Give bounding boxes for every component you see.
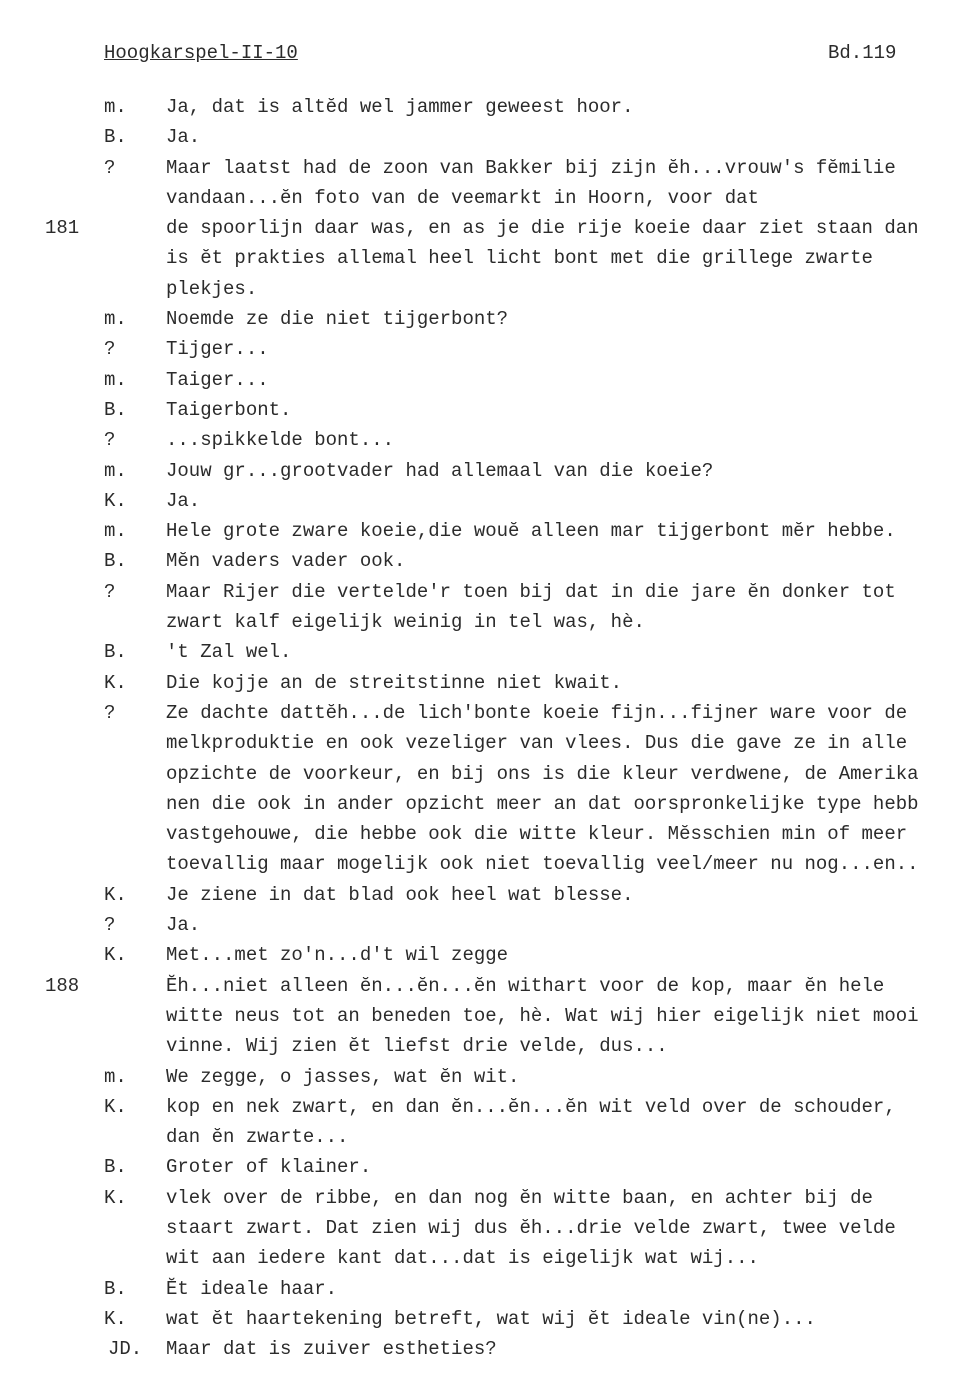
transcript-body: [0, 92, 979, 1364]
transcript-turn: [0, 334, 979, 364]
utterance-text: Groter of klainer.: [166, 1156, 372, 1179]
utterance-text: Ze dachte dattĕh...de lich'bonte koeie fijn...fijner ware voor de: [166, 701, 908, 724]
transcript-turn: [0, 577, 979, 638]
utterance-text: vastgehouwe, die hebbe ook die witte kleur. Mĕsschien min of meer: [166, 823, 908, 846]
transcript-line: [0, 728, 979, 758]
transcript-turn: [0, 92, 979, 122]
transcript-turn: [0, 1274, 979, 1304]
transcript-line: [0, 1304, 979, 1334]
transcript-line: [0, 607, 979, 637]
speaker-label: m.: [104, 1065, 127, 1088]
utterance-text: Ja.: [166, 914, 201, 937]
speaker-label: B.: [104, 1156, 127, 1179]
transcript-line: [0, 1001, 979, 1031]
utterance-text: Ja.: [166, 126, 201, 149]
speaker-label: B.: [104, 641, 127, 664]
transcript-line: [0, 1152, 979, 1182]
transcript-turn: [0, 1183, 979, 1274]
speaker-label: K.: [104, 671, 127, 694]
speaker-label: B.: [104, 550, 127, 573]
transcript-line: [0, 243, 979, 273]
utterance-text: Taigerbont.: [166, 398, 292, 421]
document-id: Hoogkarspel-II-10: [104, 42, 298, 64]
transcript-line: [0, 274, 979, 304]
transcript-turn: [0, 456, 979, 486]
utterance-text: vinne. Wij zien ĕt liefst drie velde, dus...: [166, 1035, 668, 1058]
transcript-line: [0, 334, 979, 364]
transcript-turn: [0, 516, 979, 546]
volume-number: Bd.119: [828, 42, 897, 64]
transcript-line: [0, 1213, 979, 1243]
utterance-text: vlek over de ribbe, en dan nog ĕn witte baan, en achter bij de: [166, 1186, 873, 1209]
transcript-line: [0, 910, 979, 940]
utterance-text: Tijger...: [166, 338, 269, 361]
transcript-turn: [0, 395, 979, 425]
utterance-text: Noemde ze die niet tijgerbont?: [166, 308, 509, 331]
transcript-line: [0, 1031, 979, 1061]
transcript-line: [0, 425, 979, 455]
transcript-line: [0, 819, 979, 849]
transcript-line: [0, 546, 979, 576]
transcript-line: [0, 395, 979, 425]
utterance-text: Met...met zo'n...d't wil zegge: [166, 944, 509, 967]
utterance-text: Ĕt ideale haar.: [166, 1277, 338, 1300]
transcript-turn: [0, 425, 979, 455]
transcript-turn: [0, 1334, 979, 1364]
transcript-line: [0, 213, 979, 243]
speaker-label: B.: [104, 398, 127, 421]
utterance-text: Je ziene in dat blad ook heel wat blesse.: [166, 883, 634, 906]
speaker-label: B.: [104, 1277, 127, 1300]
utterance-text: plekjes.: [166, 277, 258, 300]
utterance-text: Taiger...: [166, 368, 269, 391]
speaker-label: K.: [104, 1307, 127, 1330]
transcript-line: [0, 1334, 979, 1364]
transcript-line: [0, 577, 979, 607]
transcript-line: [0, 971, 979, 1001]
speaker-label: m.: [104, 368, 127, 391]
utterance-text: staart zwart. Dat zien wij dus ĕh...drie velde zwart, twee velde: [166, 1216, 896, 1239]
transcript-line: [0, 516, 979, 546]
speaker-label: K.: [104, 1095, 127, 1118]
utterance-text: dan ĕn zwarte...: [166, 1126, 349, 1149]
transcript-line: [0, 759, 979, 789]
speaker-label: ?: [104, 429, 116, 452]
speaker-label: K.: [104, 944, 127, 967]
utterance-text: is ĕt prakties allemal heel licht bont met die grillege zwarte: [166, 247, 873, 270]
transcript-line: [0, 668, 979, 698]
speaker-label: ?: [104, 338, 116, 361]
utterance-text: Ĕh...niet alleen ĕn...ĕn...ĕn withart voor de kop, maar ĕn hele: [166, 974, 885, 997]
transcript-line: [0, 183, 979, 213]
transcript-turn: [0, 1092, 979, 1153]
transcript-line: [0, 1183, 979, 1213]
transcript-turn: [0, 304, 979, 334]
utterance-text: wat ĕt haartekening betreft, wat wij ĕt ideale vin(ne)...: [166, 1307, 816, 1330]
utterance-text: Maar laatst had de zoon van Bakker bij zijn ĕh...vrouw's fĕmilie: [166, 156, 896, 179]
utterance-text: ...spikkelde bont...: [166, 429, 395, 452]
transcript-line: [0, 789, 979, 819]
utterance-text: nen die ook in ander opzicht meer an dat oorspronkelijke type hebb: [166, 792, 919, 815]
transcript-turn: [0, 1304, 979, 1334]
utterance-text: Die kojje an de streitstinne niet kwait.: [166, 671, 623, 694]
margin-line-number: 181: [45, 217, 80, 240]
margin-line-number: 188: [45, 974, 80, 997]
utterance-text: We zegge, o jasses, wat ĕn wit.: [166, 1065, 520, 1088]
utterance-text: Jouw gr...grootvader had allemaal van die koeie?: [166, 459, 714, 482]
transcript-turn: [0, 668, 979, 698]
speaker-label: m.: [104, 308, 127, 331]
transcript-line: [0, 486, 979, 516]
speaker-label: ?: [104, 156, 116, 179]
transcript-line: [0, 1062, 979, 1092]
transcript-line: [0, 1274, 979, 1304]
utterance-text: opzichte de voorkeur, en bij ons is die kleur verdwene, de Amerika: [166, 762, 919, 785]
transcript-line: [0, 637, 979, 667]
speaker-label: m.: [104, 459, 127, 482]
transcript-turn: [0, 940, 979, 1061]
speaker-label: ?: [104, 580, 116, 603]
transcript-turn: [0, 546, 979, 576]
transcript-turn: [0, 486, 979, 516]
utterance-text: Mĕn vaders vader ook.: [166, 550, 406, 573]
transcript-line: [0, 92, 979, 122]
speaker-label: m.: [104, 520, 127, 543]
transcript-turn: [0, 365, 979, 395]
transcript-turn: [0, 698, 979, 880]
utterance-text: Ja, dat is altĕd wel jammer geweest hoor.: [166, 96, 634, 118]
utterance-text: zwart kalf eigelijk weinig in tel was, hè.: [166, 611, 645, 634]
speaker-label: B.: [104, 126, 127, 149]
transcript-line: [0, 365, 979, 395]
utterance-text: de spoorlijn daar was, en as je die rije koeie daar ziet staan dan: [166, 217, 919, 240]
utterance-text: witte neus tot an beneden toe, hè. Wat wij hier eigelijk niet mooi: [166, 1004, 919, 1027]
speaker-label: JD.: [108, 1338, 143, 1361]
utterance-text: Maar dat is zuiver estheties?: [166, 1338, 497, 1361]
transcript-line: [0, 880, 979, 910]
utterance-text: Hele grote zware koeie,die wouĕ alleen mar tijgerbont mĕr hebbe.: [166, 520, 896, 543]
speaker-label: ?: [104, 701, 116, 724]
utterance-text: melkproduktie en ook vezeliger van vlees. Dus die gave ze in alle: [166, 732, 908, 755]
utterance-text: 't Zal wel.: [166, 641, 292, 664]
transcript-line: [0, 1092, 979, 1122]
speaker-label: K.: [104, 883, 127, 906]
utterance-text: vandaan...ĕn foto van de veemarkt in Hoorn, voor dat: [166, 186, 759, 209]
transcript-turn: [0, 910, 979, 940]
page-header: [0, 42, 979, 68]
transcript-line: [0, 304, 979, 334]
transcript-turn: [0, 1152, 979, 1182]
speaker-label: ?: [104, 914, 116, 937]
utterance-text: Ja.: [166, 489, 201, 512]
transcript-line: [0, 122, 979, 152]
transcript-line: [0, 153, 979, 183]
transcript-line: [0, 698, 979, 728]
transcript-line: [0, 1243, 979, 1273]
transcript-turn: [0, 153, 979, 304]
utterance-text: toevallig maar mogelijk ook niet toevallig veel/meer nu nog...en..: [166, 853, 919, 876]
speaker-label: K.: [104, 1186, 127, 1209]
transcript-turn: [0, 637, 979, 667]
transcript-turn: [0, 122, 979, 152]
utterance-text: Maar Rijer die vertelde'r toen bij dat in die jare ĕn donker tot: [166, 580, 896, 603]
speaker-label: m.: [104, 96, 127, 118]
transcript-line: [0, 940, 979, 970]
transcript-turn: [0, 1062, 979, 1092]
utterance-text: kop en nek zwart, en dan ĕn...ĕn...ĕn wit veld over de schouder,: [166, 1095, 896, 1118]
transcript-line: [0, 456, 979, 486]
transcript-turn: [0, 880, 979, 910]
utterance-text: wit aan iedere kant dat...dat is eigelijk wat wij...: [166, 1247, 759, 1270]
speaker-label: K.: [104, 489, 127, 512]
transcript-line: [0, 1122, 979, 1152]
transcript-line: [0, 849, 979, 879]
